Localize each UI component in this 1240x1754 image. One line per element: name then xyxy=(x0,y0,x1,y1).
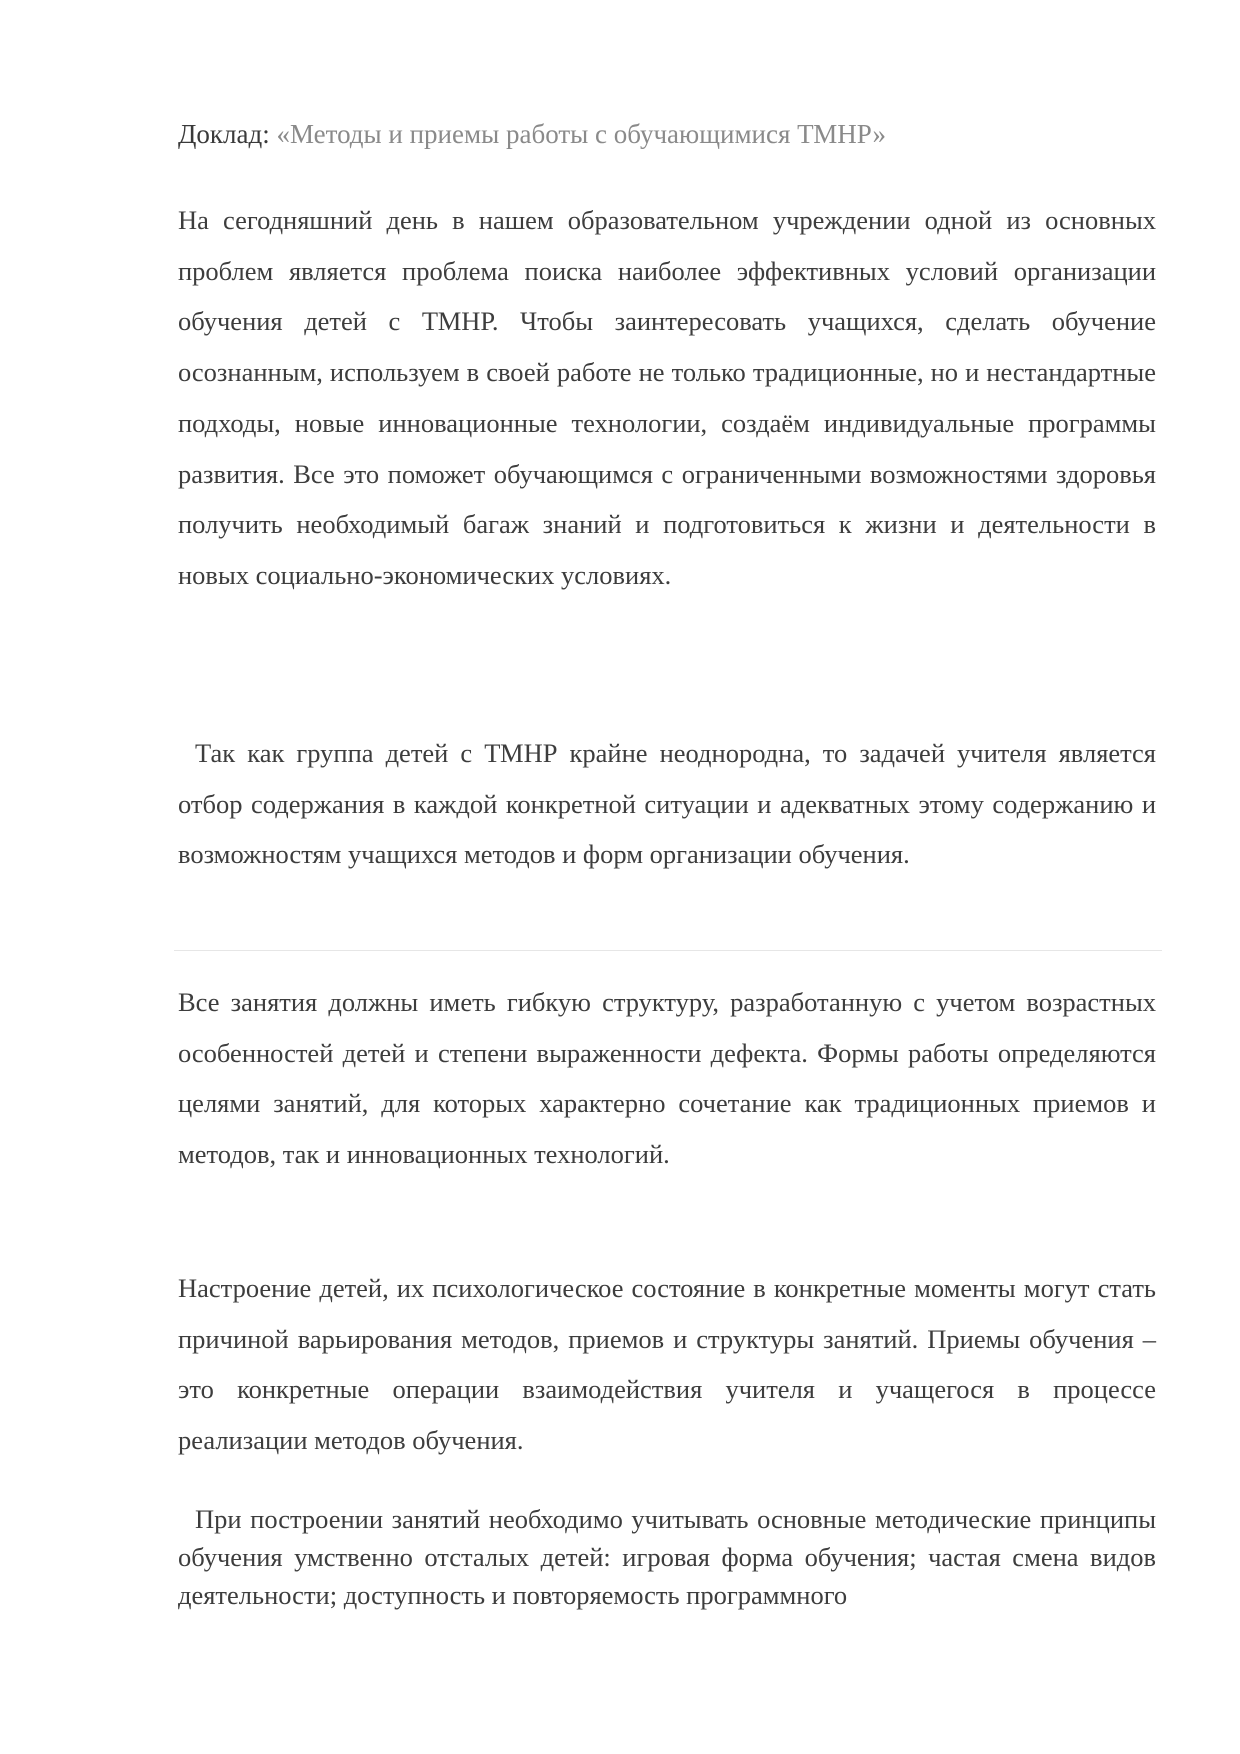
paragraph-group-diversity: Так как группа детей с ТМНР крайне неоднородна, то задачей учителя является отбор содержания в каждой конкретной ситуации и адекватных этому содержанию и возможностям учащихся методов и форм организации обучения. xyxy=(178,738,1156,870)
report-title xyxy=(178,116,1156,152)
report-title-prefix: Доклад: xyxy=(178,119,270,149)
paragraph-intro: На сегодняшний день в нашем образовательном учреждении одной из основных проблем является проблема поиска наиболее эффективных условий организации обучения детей с ТМНР. Чтобы заинтересовать учащихся, сделать обучение осознанным, используем в своей работе не только традиционные, но и нестандартные подходы, новые инновационные технологии, создаём индивидуальные программы развития. Все это поможет обучающимся с ограниченными возможностями здоровья получить необходимый багаж знаний и подготовиться к жизни и деятельности в новых социально-экономических условиях. xyxy=(178,205,1156,590)
paragraph-methodical-principles: При построении занятий необходимо учитывать основные методические принципы обучения умственно отсталых детей: игровая форма обучения; частая смена видов деятельности; доступность и повторяемость программного xyxy=(178,1504,1156,1610)
report-title-topic: «Методы и приемы работы с обучающимися ТМНР» xyxy=(276,119,886,149)
paragraph-mood-and-techniques: Настроение детей, их психологическое состояние в конкретные моменты могут стать причиной варьирования методов, приемов и структуры занятий. Приемы обучения – это конкретные операции взаимодействия учителя и учащегося в процессе реализации методов обучения. xyxy=(178,1273,1156,1456)
paragraph-lesson-structure: Все занятия должны иметь гибкую структуру, разработанную с учетом возрастных особенностей детей и степени выраженности дефекта. Формы работы определяются целями занятий, для которых характерно сочетание как традиционных приемов и методов, так и инновационных технологий. xyxy=(178,987,1156,1170)
section-divider xyxy=(174,950,1162,951)
